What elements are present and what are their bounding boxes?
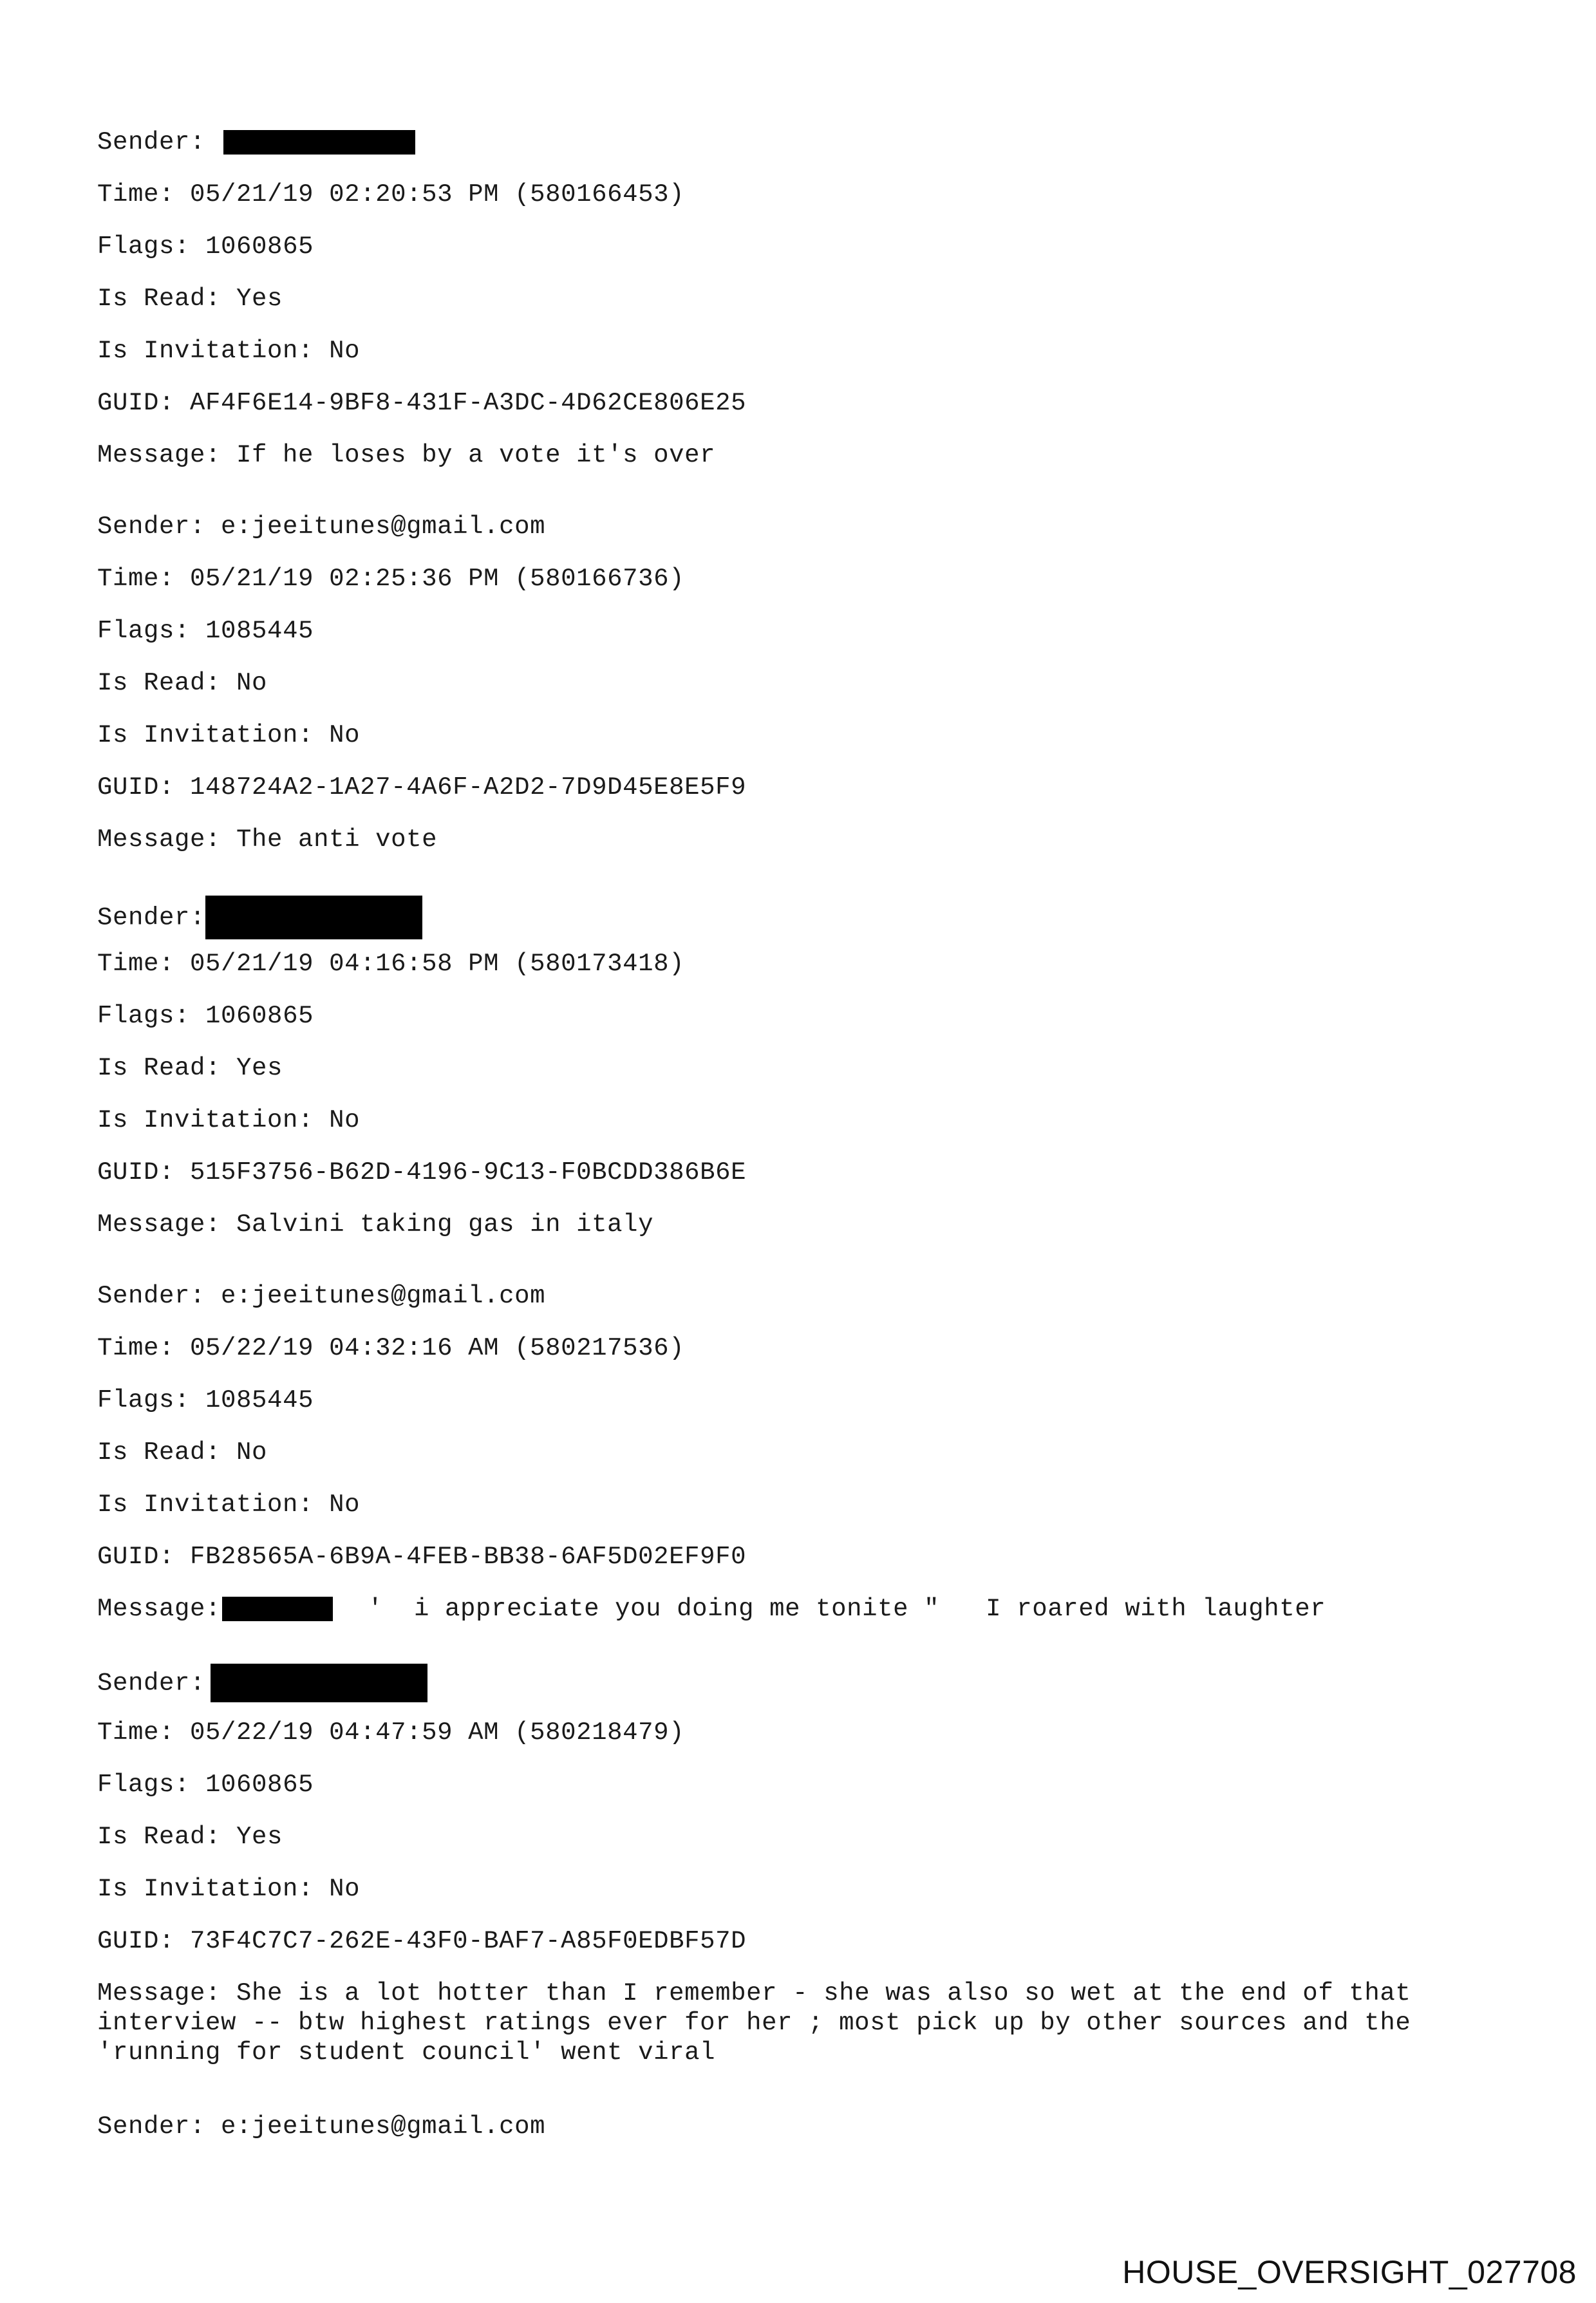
record-5-is-invitation [97, 1874, 360, 1904]
flags-label: Flags: [97, 617, 191, 645]
record-4-time [97, 1333, 684, 1363]
record-3-is-invitation [97, 1105, 360, 1135]
time-value: 05/21/19 02:20:53 PM (580166453) [190, 180, 685, 209]
record-1-sender [97, 127, 415, 157]
record-3-flags [97, 1001, 314, 1031]
flags-value: 1060865 [205, 232, 314, 261]
is-read-label: Is Read: [97, 1438, 221, 1467]
guid-value: 148724A2-1A27-4A6F-A2D2-7D9D45E8E5F9 [190, 773, 747, 802]
is-invitation-value: No [329, 1490, 361, 1519]
record-5-flags [97, 1770, 314, 1800]
is-invitation-value: No [329, 721, 361, 749]
flags-value: 1060865 [205, 1771, 314, 1799]
record-2-sender [97, 512, 545, 541]
is-invitation-label: Is Invitation: [97, 337, 314, 365]
sender-label: Sender: [97, 1669, 206, 1698]
record-5-guid [97, 1926, 746, 1956]
sender-label: Sender: [97, 2112, 206, 2141]
message-label: Message: [97, 825, 221, 854]
record-3-time [97, 949, 684, 979]
is-read-value: Yes [236, 1823, 283, 1851]
is-read-value: Yes [236, 1054, 283, 1082]
sender-label: Sender: [97, 128, 206, 156]
record-1-message [97, 440, 715, 470]
redaction-box [211, 1664, 427, 1702]
guid-value: FB28565A-6B9A-4FEB-BB38-6AF5D02EF9F0 [190, 1543, 747, 1571]
message-value: If he loses by a vote it's over [236, 441, 716, 469]
is-invitation-label: Is Invitation: [97, 721, 314, 749]
guid-label: GUID: [97, 389, 175, 417]
record-2-time [97, 564, 684, 594]
is-read-value: No [236, 669, 268, 697]
is-invitation-value: No [329, 1106, 361, 1134]
record-2-message [97, 825, 437, 854]
time-label: Time: [97, 565, 175, 593]
record-3-message [97, 1210, 653, 1239]
guid-value: 73F4C7C7-262E-43F0-BAF7-A85F0EDBF57D [190, 1927, 747, 1955]
record-1-is-invitation [97, 336, 360, 366]
flags-value: 1060865 [205, 1002, 314, 1030]
is-read-label: Is Read: [97, 1823, 221, 1851]
message-label: Message: [97, 1210, 221, 1239]
is-invitation-value: No [329, 1875, 361, 1903]
is-invitation-label: Is Invitation: [97, 1875, 314, 1903]
sender-value: e:jeeitunes@gmail.com [221, 512, 546, 541]
is-read-label: Is Read: [97, 1054, 221, 1082]
guid-label: GUID: [97, 773, 175, 802]
message-label: Message: [97, 1595, 221, 1623]
record-4-message [97, 1594, 1326, 1624]
message-label: Message: [97, 1979, 221, 2007]
record-4-flags [97, 1386, 314, 1415]
record-3-sender [97, 896, 422, 939]
record-2-is-read [97, 668, 267, 698]
time-label: Time: [97, 950, 175, 978]
is-invitation-value: No [329, 337, 361, 365]
record-1-flags [97, 232, 314, 261]
record-4-is-invitation [97, 1490, 360, 1519]
time-value: 05/22/19 04:47:59 AM (580218479) [190, 1718, 685, 1747]
redaction-box [205, 896, 422, 939]
sender-label: Sender: [97, 512, 206, 541]
sender-value: e:jeeitunes@gmail.com [221, 2112, 546, 2141]
record-2-guid [97, 773, 746, 802]
is-read-label: Is Read: [97, 669, 221, 697]
flags-label: Flags: [97, 1771, 191, 1799]
time-value: 05/21/19 02:25:36 PM (580166736) [190, 565, 685, 593]
redaction-box [223, 130, 415, 155]
sender-value: e:jeeitunes@gmail.com [221, 1282, 546, 1310]
flags-label: Flags: [97, 1002, 191, 1030]
redaction-box [222, 1597, 333, 1621]
flags-label: Flags: [97, 232, 191, 261]
message-value: ' i appreciate you doing me tonite " I roared with laughter [368, 1595, 1326, 1623]
time-label: Time: [97, 180, 175, 209]
is-read-label: Is Read: [97, 285, 221, 313]
time-value: 05/21/19 04:16:58 PM (580173418) [190, 950, 685, 978]
bates-number: HOUSE_OVERSIGHT_027708 [1122, 2254, 1577, 2290]
guid-value: AF4F6E14-9BF8-431F-A3DC-4D62CE806E25 [190, 389, 747, 417]
message-line-1: She is a lot hotter than I remember - she was also so wet at the end of that [236, 1979, 1411, 2007]
record-2-flags [97, 616, 314, 646]
record-5-message [97, 1979, 1411, 2067]
guid-label: GUID: [97, 1543, 175, 1571]
time-value: 05/22/19 04:32:16 AM (580217536) [190, 1334, 685, 1362]
time-label: Time: [97, 1334, 175, 1362]
sender-label: Sender: [97, 903, 206, 932]
record-5-time [97, 1718, 684, 1747]
message-line-3: 'running for student council' went viral [97, 2038, 716, 2067]
message-line-2: interview -- btw highest ratings ever for her ; most pick up by other sources and the [97, 2009, 1411, 2037]
is-invitation-label: Is Invitation: [97, 1490, 314, 1519]
is-read-value: No [236, 1438, 268, 1467]
record-1-time [97, 180, 684, 209]
sender-label: Sender: [97, 1282, 206, 1310]
record-6-sender [97, 2112, 545, 2141]
guid-label: GUID: [97, 1927, 175, 1955]
record-5-sender [97, 1664, 427, 1702]
is-read-value: Yes [236, 285, 283, 313]
flags-value: 1085445 [205, 617, 314, 645]
flags-value: 1085445 [205, 1386, 314, 1415]
record-2-is-invitation [97, 720, 360, 750]
record-3-is-read [97, 1053, 283, 1083]
record-4-is-read [97, 1438, 267, 1467]
message-value: Salvini taking gas in italy [236, 1210, 654, 1239]
record-1-guid [97, 388, 746, 418]
record-4-sender [97, 1281, 545, 1311]
message-label: Message: [97, 441, 221, 469]
flags-label: Flags: [97, 1386, 191, 1415]
guid-label: GUID: [97, 1158, 175, 1187]
message-value: The anti vote [236, 825, 438, 854]
record-5-is-read [97, 1822, 283, 1852]
is-invitation-label: Is Invitation: [97, 1106, 314, 1134]
time-label: Time: [97, 1718, 175, 1747]
guid-value: 515F3756-B62D-4196-9C13-F0BCDD386B6E [190, 1158, 747, 1187]
record-3-guid [97, 1158, 746, 1187]
record-1-is-read [97, 284, 283, 314]
record-4-guid [97, 1542, 746, 1572]
